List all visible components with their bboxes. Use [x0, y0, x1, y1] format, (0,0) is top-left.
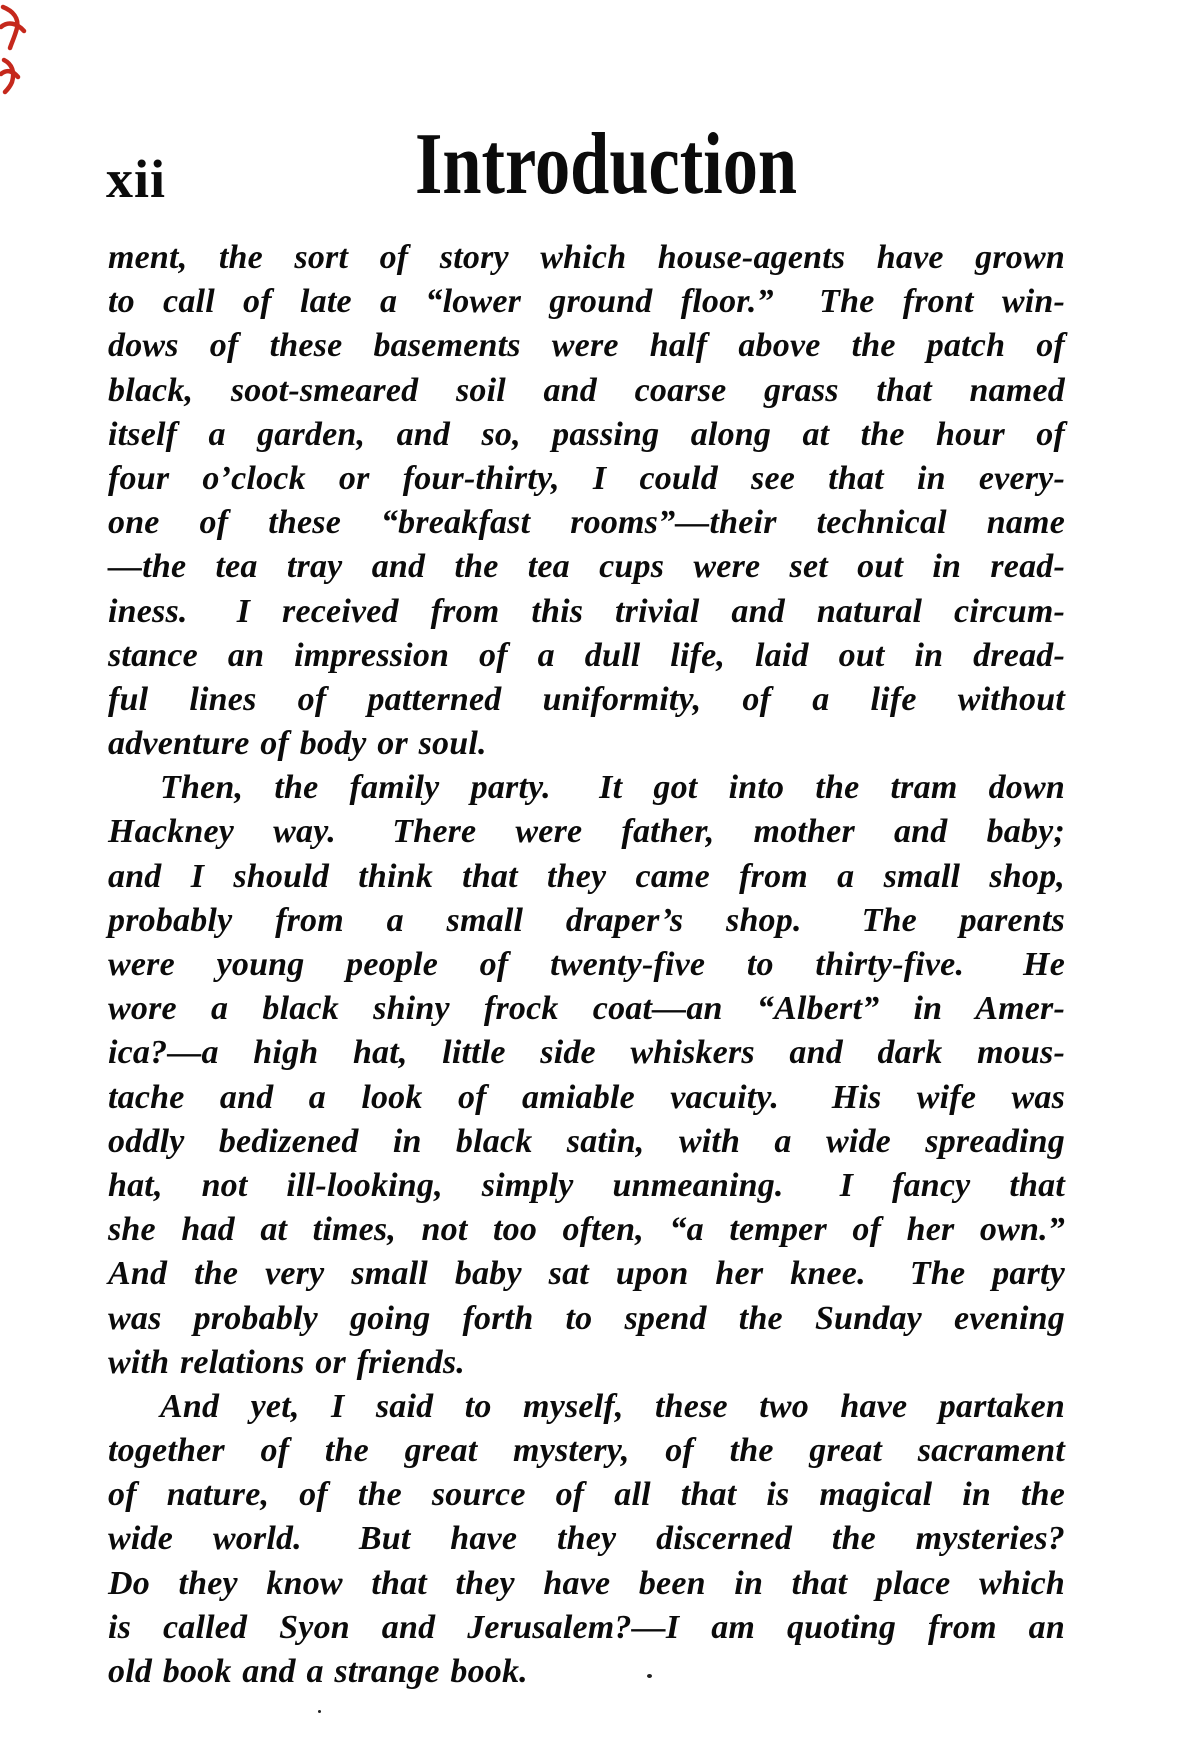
text-line: is called Syon and Jerusalem?—I am quoting from an — [108, 1608, 1065, 1646]
red-ink-mark-icon — [0, 2, 36, 102]
ink-speck — [647, 1674, 652, 1678]
text-line: And yet, I said to myself, these two have partaken — [160, 1387, 1065, 1425]
text-line: iness. I received from this trivial and natural circum- — [108, 592, 1065, 630]
text-line: stance an impression of a dull life, laid out in dread- — [108, 636, 1065, 674]
text-line: and I should think that they came from a small shop, — [108, 857, 1065, 895]
text-line: ica?—a high hat, little side whiskers and dark mous- — [108, 1034, 1065, 1072]
text-line: of nature, of the source of all that is magical in the — [108, 1476, 1065, 1514]
text-line: together of the great mystery, of the great sacrament — [108, 1432, 1065, 1470]
text-line: hat, not ill-looking, simply unmeaning. I fancy that — [108, 1166, 1065, 1204]
text-line: wore a black shiny frock coat—an “Albert” in Amer- — [108, 990, 1065, 1028]
text-line: was probably going forth to spend the Sunday evening — [108, 1299, 1065, 1337]
page-number: xii — [106, 149, 167, 209]
text-line: probably from a small draper’s shop. The parents — [108, 901, 1065, 939]
text-line: wide world. But have they discerned the mysteries? — [108, 1520, 1065, 1558]
text-line: And the very small baby sat upon her knee. The party — [108, 1255, 1065, 1293]
text-line: four o’clock or four-thirty, I could see that in every- — [108, 459, 1065, 497]
text-line: to call of late a “lower ground floor.” The front win- — [108, 283, 1065, 321]
text-line: with relations or friends. — [108, 1343, 465, 1381]
text-line: Hackney way. There were father, mother and baby; — [108, 813, 1065, 851]
paragraph — [108, 236, 1065, 766]
page-title: Introduction — [415, 116, 798, 213]
text-line: one of these “breakfast rooms”—their technical name — [108, 504, 1065, 542]
text-line: Do they know that they have been in that place which — [108, 1564, 1065, 1602]
text-line: ment, the sort of story which house-agents have grown — [108, 239, 1065, 276]
text-line: she had at times, not too often, “a temper of her own.” — [108, 1211, 1065, 1249]
text-line: dows of these basements were half above the patch of — [108, 327, 1065, 365]
text-line: were young people of twenty-five to thirty-five. He — [108, 946, 1065, 983]
text-line: black, soot-smeared soil and coarse grass that named — [108, 371, 1065, 409]
text-line: tache and a look of amiable vacuity. His wife was — [108, 1078, 1065, 1116]
paragraph — [108, 766, 1065, 1385]
text-line: Then, the family party. It got into the tram down — [160, 769, 1065, 807]
body-text — [108, 236, 1065, 1694]
text-line: itself a garden, and so, passing along at the hour of — [108, 415, 1065, 453]
ink-speck — [318, 1710, 321, 1713]
text-line: old book and a strange book. — [108, 1653, 528, 1690]
text-line: oddly bedizened in black satin, with a wide spreading — [108, 1122, 1065, 1160]
text-line: ful lines of patterned uniformity, of a life without — [108, 680, 1065, 718]
paragraph — [108, 1385, 1065, 1694]
text-line: —the tea tray and the tea cups were set out in read- — [108, 548, 1065, 586]
text-line: adventure of body or soul. — [108, 725, 487, 763]
